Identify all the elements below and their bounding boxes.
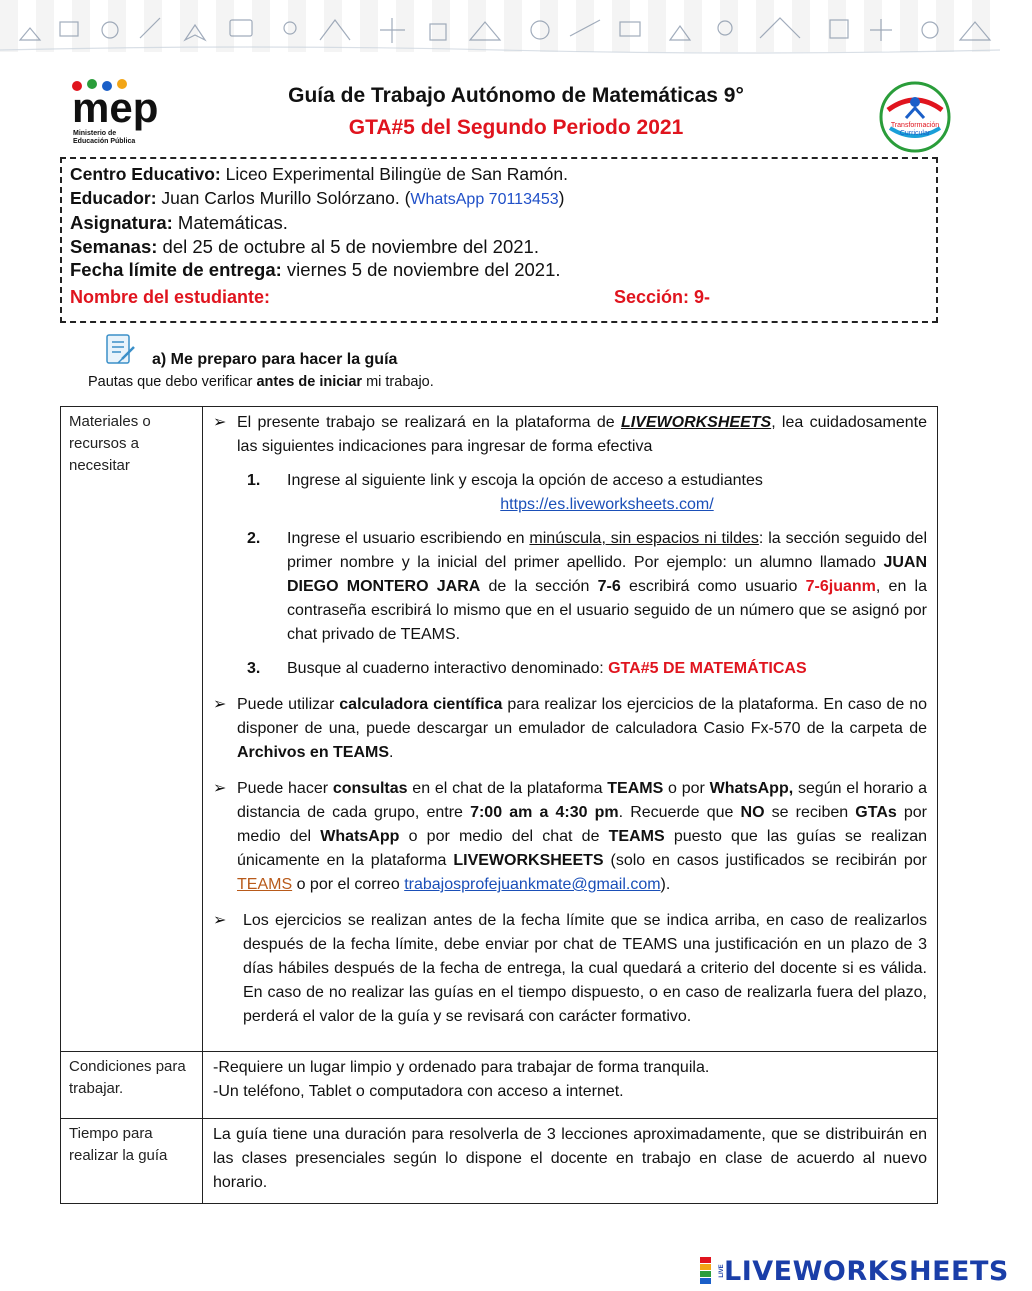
educador-value: Juan Carlos Murillo Solórzano. ( (156, 187, 411, 208)
semanas-label: Semanas: (70, 235, 158, 257)
logo-badge-text: LIVE (719, 1264, 725, 1278)
arrow-bullet-icon: ➢ (213, 696, 227, 713)
step-3-notebook: GTA#5 DE MATEMÁTICAS (608, 660, 807, 677)
b3-d: según el horario a distancia de cada grupo, entre (237, 780, 928, 821)
centro-value: Liceo Experimental Bilingüe de San Ramón. (220, 164, 569, 184)
condition-line-2: -Un teléfono, Tablet o computadora con acceso a internet. (213, 1083, 624, 1100)
step-3-number: 3. (247, 660, 261, 677)
asignatura-value: Matemáticas. (172, 212, 288, 233)
asignatura-label: Asignatura: (70, 212, 173, 233)
decorative-banner (0, 0, 1000, 52)
b3-bold7: WhatsApp (320, 828, 400, 845)
bullet-platform (213, 411, 927, 681)
b3-bold4: 7:00 am a 4:30 pm (470, 804, 619, 821)
b2-b: para realizar los ejercicios de la plataforma. En caso de no disponer de una, puede descargar un emulador de calculadora Casio Fx-570 de la carpeta de (237, 696, 927, 737)
fecha-row (70, 258, 928, 282)
whatsapp-number: WhatsApp 70113453 (410, 190, 559, 208)
b3-i: puesto que las guías se realizan únicamente en la plataforma (237, 828, 927, 869)
prep-sub-before: Pautas que debo verificar (88, 374, 257, 390)
bullet-calculator (213, 693, 927, 765)
arrow-bullet-icon: ➢ (213, 414, 227, 431)
step-2-e: , en la contraseña escribirá lo mismo que en el usuario seguido de un número que se asignó por chat privado de TEAMS. (287, 578, 928, 643)
table-row-condiciones (61, 1052, 938, 1119)
step-2-c: de la sección (480, 578, 598, 595)
page-title: Guía de Trabajo Autónomo de Matemáticas 9° (288, 84, 744, 107)
section-label: Sección: 9- (614, 286, 711, 307)
teams-link[interactable]: TEAMS (237, 876, 293, 893)
b1-text-b: , lea cuidadosamente las siguientes indicaciones para ingresar de forma efectiva (237, 414, 927, 455)
mep-logo-text: mep (72, 84, 159, 131)
prep-title: a) Me preparo para hacer la guía (152, 351, 398, 368)
b3-j: (solo en casos justificados se recibirán por (603, 852, 927, 869)
b3-k: o por el correo (292, 876, 405, 893)
step-2 (247, 527, 927, 647)
b3-h: o por medio del chat de (399, 828, 609, 845)
step-2-b: : la sección seguido del primer nombre y la inicial del primer apellido. Por ejemplo: un alumno llamado (287, 530, 928, 571)
b3-bold6: GTAs (855, 804, 897, 821)
b3-bold8: TEAMS (608, 828, 665, 845)
educador-row (70, 187, 928, 212)
asignatura-row (70, 211, 928, 235)
prep-sub-bold: antes de iniciar (256, 374, 363, 390)
liveworksheets-link[interactable]: https://es.liveworksheets.com/ (500, 496, 714, 513)
email-link[interactable]: trabajosprofejuankmate@gmail.com (404, 876, 661, 893)
doodle-pattern (0, 0, 1000, 52)
table-row-materiales (61, 407, 938, 1052)
step-1-number: 1. (247, 472, 261, 489)
b3-l: ). (660, 876, 671, 893)
info-box (60, 157, 938, 323)
b3-c: o por (663, 780, 710, 797)
instructions-table (60, 406, 938, 1204)
centro-row (70, 163, 928, 187)
b3-e: . Recuerde que (618, 804, 741, 821)
semanas-value: del 25 de octubre al 5 de noviembre del 2021. (157, 235, 539, 257)
b2-bold1: calculadora científica (339, 696, 503, 713)
centro-label: Centro Educativo: (70, 164, 221, 184)
b1-text-a: El presente trabajo se realizará en la plataforma de (237, 414, 621, 431)
b3-bold2: TEAMS (607, 780, 664, 797)
b3-b: en el chat de la plataforma (407, 780, 608, 797)
step-2-name: JUAN DIEGO MONTERO JARA (287, 554, 927, 595)
b3-g: por medio del (237, 804, 928, 845)
b2-bold2: Archivos en TEAMS (237, 744, 390, 761)
arrow-bullet-icon: ➢ (213, 912, 227, 929)
row-label-materiales: Materiales o recursos a necesitar (61, 407, 203, 1052)
b1-brand: LIVEWORKSHEETS (620, 414, 772, 431)
b3-bold1: consultas (332, 780, 408, 797)
b2-c: . (389, 744, 394, 761)
semanas-row (70, 235, 928, 259)
step-2-username: 7-6juanm (805, 578, 876, 595)
step-2-underline: minúscula, sin espacios ni tildes (529, 530, 759, 547)
b3-bold9: LIVEWORKSHEETS (453, 852, 604, 869)
step-2-d: escribirá como usuario (620, 578, 806, 595)
table-row-tiempo (61, 1119, 938, 1204)
close-paren: ) (558, 187, 565, 208)
transformacion-curricular-logo (876, 80, 954, 154)
b3-bold3: WhatsApp, (709, 780, 794, 797)
b2-a: Puede utilizar (237, 696, 340, 713)
student-name-label: Nombre del estudiante: (70, 286, 271, 307)
arrow-bullet-icon: ➢ (213, 780, 227, 797)
tc-logo-line1: Transformación (890, 122, 940, 129)
step-1 (247, 469, 927, 517)
b3-f: se reciben (764, 804, 856, 821)
row-content-tiempo: La guía tiene una duración para resolverla de 3 lecciones aproximadamente, que se distribuirán en las clases presenciales según lo dispone el docente en trabajo en clase de acuerdo al nuevo horario. (203, 1119, 938, 1204)
liveworksheets-logo-icon (700, 1257, 724, 1285)
fecha-value: viernes 5 de noviembre del 2021. (281, 259, 561, 280)
b4-text: Los ejercicios se realizan antes de la fecha límite que se indica arriba, en caso de realizarlos después de la fecha límite, debe enviar por chat de TEAMS una justificación en un plazo de 3 días hábiles después de la fecha de entrega, la cual quedará a criterio del docente si es válida. En caso de no realizar las guías en el tiempo dispuesto, o en caso de realizarla fuera del plazo, perderá el valor de la guía y se revisará con carácter formativo. (243, 912, 927, 1025)
condition-line-1: -Requiere un lugar limpio y ordenado para trabajar de forma tranquila. (213, 1059, 710, 1076)
step-1-text: Ingrese al siguiente link y escoja la opción de acceso a estudiantes (287, 472, 763, 489)
page-subtitle: GTA#5 del Segundo Periodo 2021 (348, 116, 684, 139)
bullet-fecha-limite (213, 909, 927, 1029)
tc-logo-line2: Curricular (899, 130, 931, 137)
step-2-number: 2. (247, 530, 261, 547)
row-label-condiciones: Condiciones para trabajar. (61, 1052, 203, 1119)
mep-logo-sub2: Educación Pública (73, 138, 136, 145)
step-3-a: Busque al cuaderno interactivo denominado: (287, 660, 609, 677)
row-label-tiempo: Tiempo para realizar la guía (61, 1119, 203, 1204)
step-2-section: 7-6 (597, 578, 621, 595)
student-row (70, 282, 928, 312)
mep-logo-sub1: Ministerio de (73, 130, 117, 137)
prep-sub-after: mi trabajo. (362, 374, 434, 390)
educador-label: Educador: (70, 187, 157, 208)
checklist-icon (104, 333, 138, 369)
fecha-label: Fecha límite de entrega: (70, 259, 282, 280)
b3-bold5: NO (740, 804, 765, 821)
row-content-condiciones (203, 1052, 938, 1119)
bullet-consultas (213, 777, 927, 897)
row-content-materiales (203, 407, 938, 1052)
liveworksheets-logo-text: LIVEWORKSHEETS (724, 1255, 1009, 1287)
step-3 (247, 657, 927, 681)
liveworksheets-logo (700, 1256, 1009, 1286)
b3-a: Puede hacer (237, 780, 333, 797)
step-2-a: Ingrese el usuario escribiendo en (287, 530, 530, 547)
prep-subtitle (88, 374, 434, 390)
